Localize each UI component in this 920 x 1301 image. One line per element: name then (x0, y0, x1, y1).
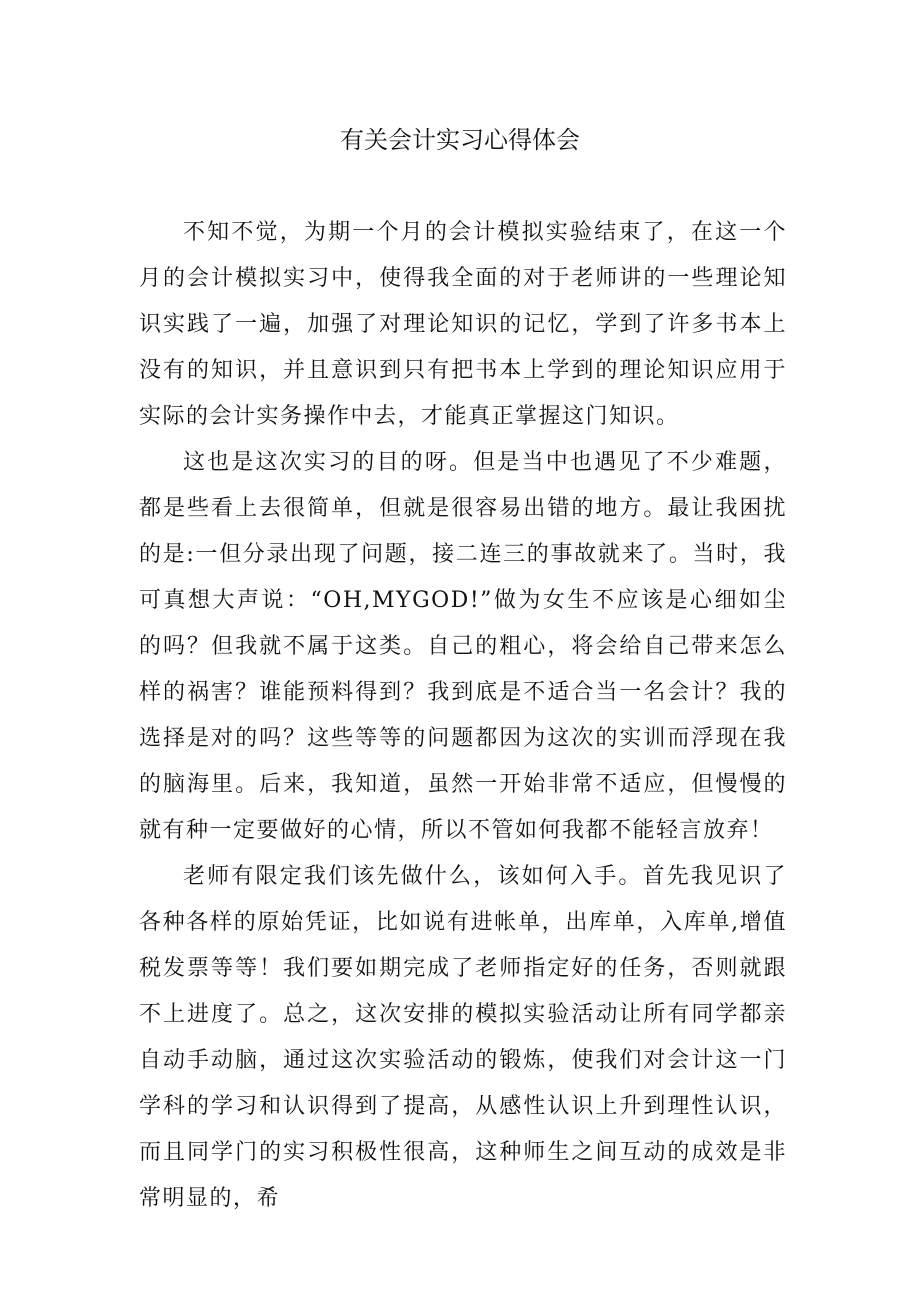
document-body (139, 210, 787, 1222)
paragraph-2: 这也是这次实习的目的呀。但是当中也遇见了不少难题，都是些看上去很简单，但就是很容易出错的地方。最让我困扰的是:一但分录出现了问题，接二连三的事故就来了。当时，我可真想大声说：“OH,MYGOD!”做为女生不应该是心细如尘的吗？但我就不属于这类。自己的粗心，将会给自己带来怎么样的祸害？谁能预料得到？我到底是不适合当一名会计？我的选择是对的吗？这些等等的问题都因为这次的实训而浮现在我的脑海里。后来，我知道，虽然一开始非常不适应，但慢慢的就有种一定要做好的心情，所以不管如何我都不能轻言放弃！ (139, 450, 787, 843)
document-title: 有关会计实习心得体会 (340, 126, 580, 154)
paragraph-1: 不知不觉，为期一个月的会计模拟实验结束了，在这一个月的会计模拟实习中，使得我全面的对于老师讲的一些理论知识实践了一遍，加强了对理论知识的记忆，学到了许多书本上没有的知识，并且意识到只有把书本上学到的理论知识应用于实际的会计实务操作中去，才能真正掌握这门知识。 (139, 220, 787, 429)
paragraph-3: 老师有限定我们该先做什么，该如何入手。首先我见识了各种各样的原始凭证，比如说有进帐单，出库单，入库单,增值税发票等等！我们要如期完成了老师指定好的任务，否则就跟不上进度了。总之，这次安排的模拟实验活动让所有同学都亲自动手动脑，通过这次实验活动的锻炼，使我们对会计这一门学科的学习和认识得到了提高，从感性认识上升到理性认识，而且同学门的实习积极性很高，这种师生之间互动的成效是非常明显的，希 (139, 864, 787, 1211)
